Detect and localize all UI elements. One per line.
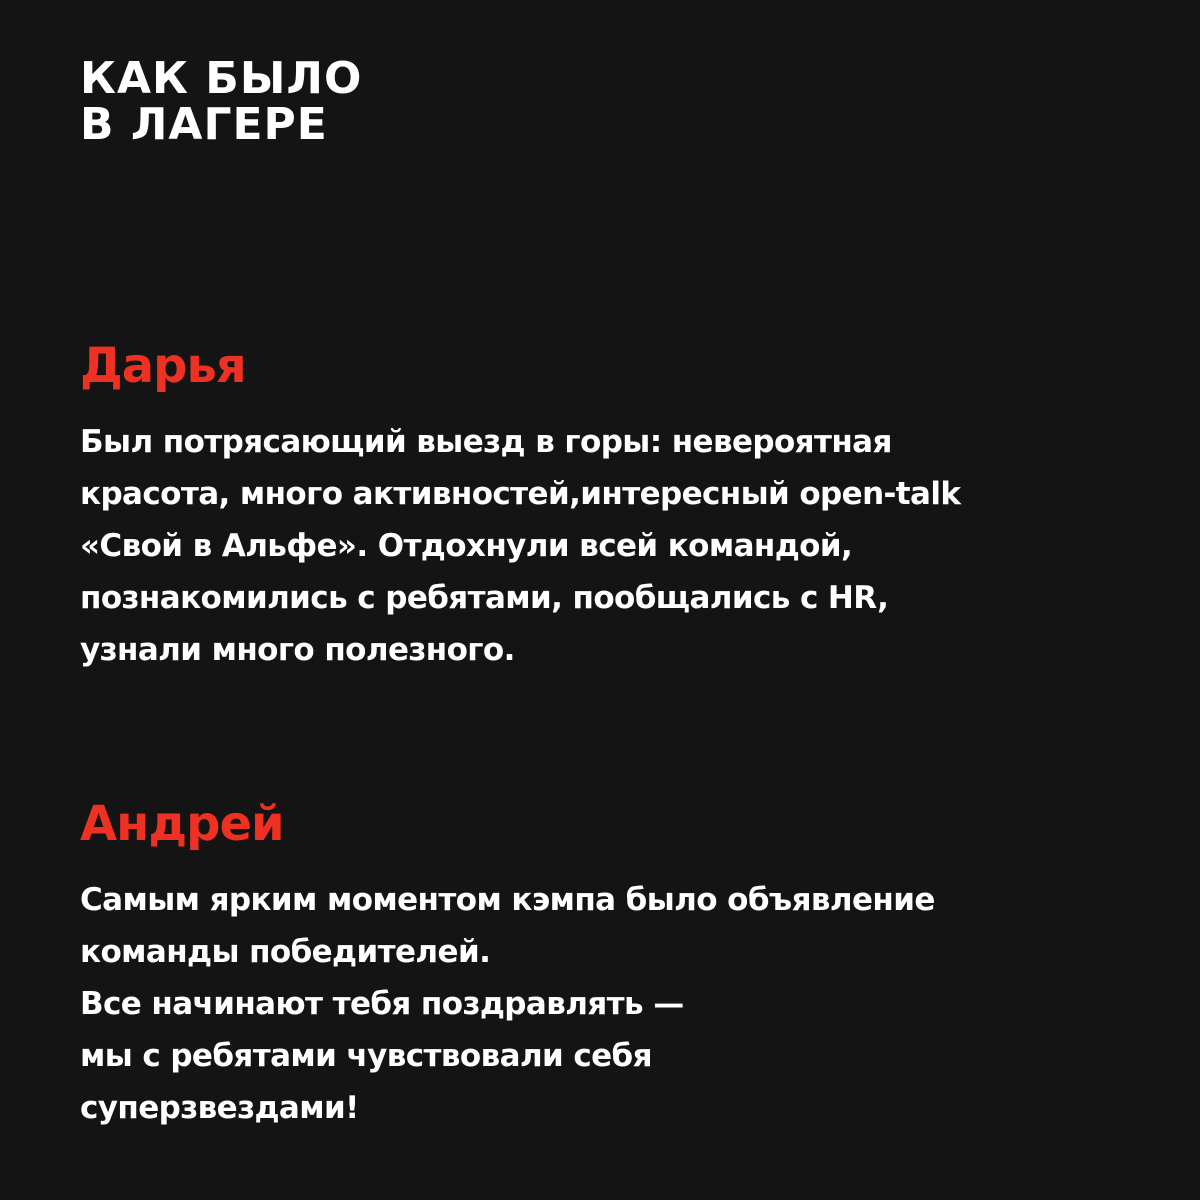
testimonial-line: Все начинают тебя поздравлять — xyxy=(80,986,684,1022)
testimonial-line: Самым ярким моментом кэмпа было объявление xyxy=(80,882,935,918)
testimonial-line: красота, много активностей,интересный open-talk xyxy=(80,476,961,512)
testimonial-author: Дарья xyxy=(80,338,246,394)
testimonial-line: суперзвездами! xyxy=(80,1090,359,1126)
title-line: КАК БЫЛО xyxy=(80,53,363,104)
title-line: В ЛАГЕРЕ xyxy=(80,99,328,150)
testimonial-author: Андрей xyxy=(80,796,284,852)
testimonial-text xyxy=(80,874,1140,1134)
testimonial-darya xyxy=(80,338,1140,676)
testimonial-andrey xyxy=(80,796,1140,1134)
testimonial-line: «Свой в Альфе». Отдохнули всей командой, xyxy=(80,528,853,564)
testimonial-line: команды победителей. xyxy=(80,934,491,970)
testimonial-text xyxy=(80,416,1140,676)
testimonial-line: Был потрясающий выезд в горы: невероятная xyxy=(80,424,892,460)
testimonial-line: познакомились с ребятами, пообщались с HR, xyxy=(80,580,889,616)
testimonial-line: мы с ребятами чувствовали себя xyxy=(80,1038,652,1074)
testimonial-line: узнали много полезного. xyxy=(80,632,515,668)
page-title xyxy=(80,53,363,150)
